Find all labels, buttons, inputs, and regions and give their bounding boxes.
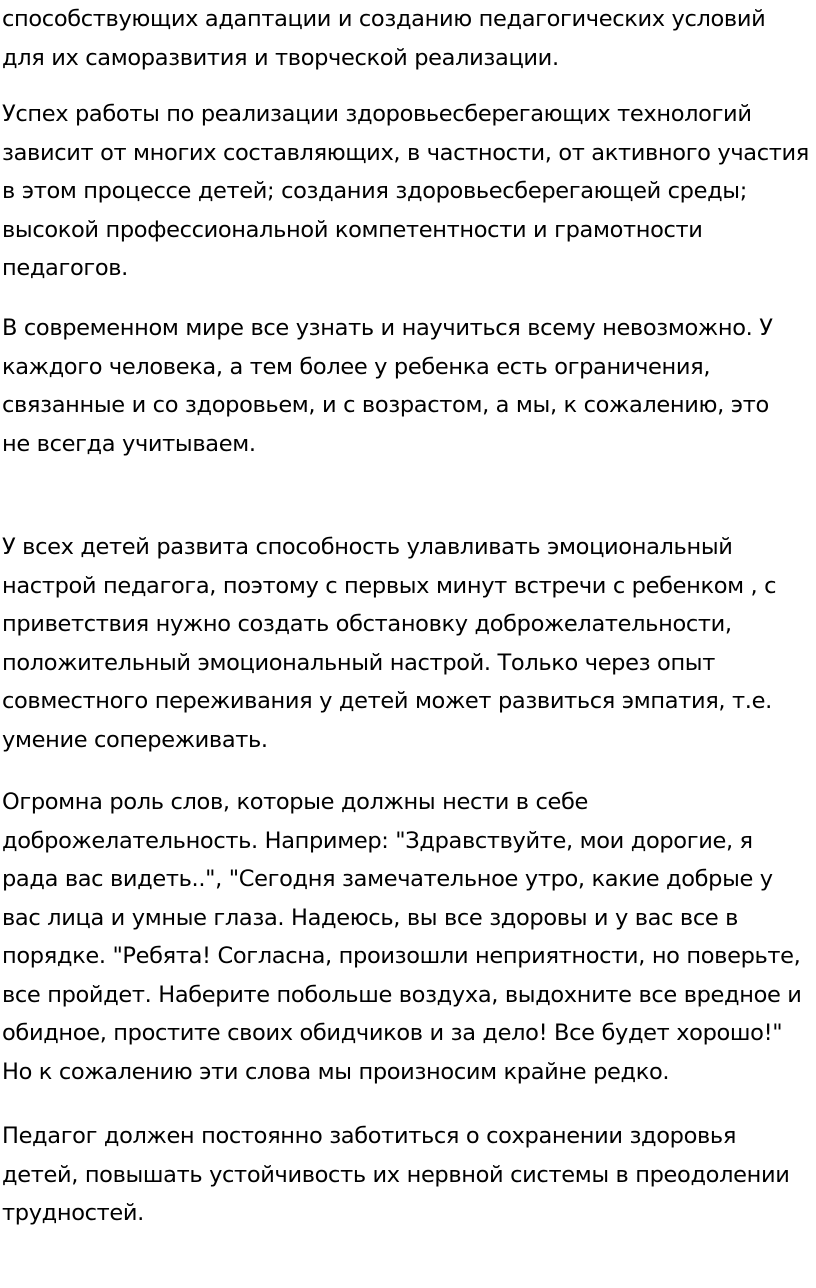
text-line: умение сопереживать. <box>2 726 268 753</box>
text-line: положительный эмоциональный настрой. Только через опыт <box>2 649 715 676</box>
text-line: вас лица и умные глаза. Надеюсь, вы все здоровы и у вас все в <box>2 904 739 931</box>
paragraph-4 <box>2 528 776 759</box>
text-line: каждого человека, а тем более у ребенка есть ограничения, <box>2 353 711 380</box>
text-line: Огромна роль слов, которые должны нести в себе <box>2 789 589 815</box>
text-line: У всех детей развита способность улавливать эмоциональный <box>2 534 733 560</box>
text-line: связанные и со здоровьем, и с возрастом, а мы, к сожалению, это <box>2 392 769 418</box>
text-line: зависит от многих составляющих, в частности, от активного участия <box>2 139 809 166</box>
text-line: порядке. "Ребята! Согласна, произошли неприятности, но поверьте, <box>2 943 801 969</box>
text-line: для их саморазвития и творческой реализации. <box>2 44 559 71</box>
text-line: педагогов. <box>2 255 128 281</box>
text-line: В современном мире все узнать и научиться всему невозможно. У <box>2 315 773 341</box>
text-line: детей, повышать устойчивость их нервной системы в преодолении <box>2 1161 790 1188</box>
text-line: Но к сожалению эти слова мы произносим крайне редко. <box>2 1058 670 1085</box>
text-line: трудностей. <box>2 1200 144 1226</box>
paragraph-2 <box>2 95 809 288</box>
text-line: в этом процессе детей; создания здоровьесберегающей среды; <box>2 178 747 204</box>
paragraph-3 <box>2 309 773 463</box>
text-line: высокой профессиональной компетентности и грамотности <box>2 216 703 243</box>
text-line: Успех работы по реализации здоровьесберегающих технологий <box>2 101 752 127</box>
text-line: все пройдет. Наберите побольше воздуха, выдохните все вредное и <box>2 981 802 1008</box>
text-line: обидное, простите своих обидчиков и за дело! Все будет хорошо!" <box>2 1020 783 1046</box>
text-line: приветствия нужно создать обстановку доброжелательности, <box>2 611 732 637</box>
paragraph-6 <box>2 1117 790 1233</box>
text-line: доброжелательность. Например: "Здравствуйте, мои дорогие, я <box>2 827 753 854</box>
text-line: рада вас видеть..", "Сегодня замечательное утро, какие добрые у <box>2 866 773 892</box>
paragraph-1 <box>2 0 765 77</box>
text-line: настрой педагога, поэтому с первых минут встречи с ребенком , с <box>2 572 777 599</box>
text-line: не всегда учитываем. <box>2 430 256 457</box>
paragraph-5 <box>2 783 802 1091</box>
text-line: Педагог должен постоянно заботиться о сохранении здоровья <box>2 1123 737 1149</box>
text-line: совместного переживания у детей может развиться эмпатия, т.е. <box>2 688 772 714</box>
text-line: способствующих адаптации и созданию педагогических условий <box>2 6 766 32</box>
